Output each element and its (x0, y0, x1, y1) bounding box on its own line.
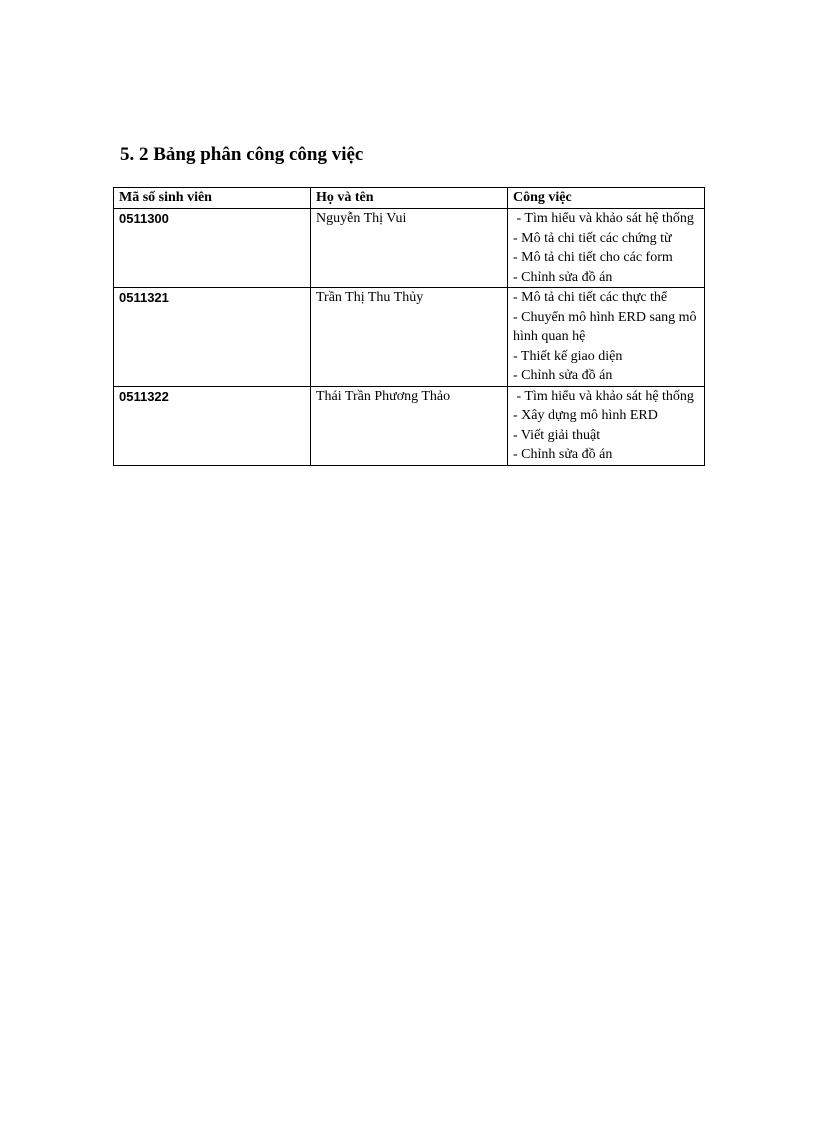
full-name-cell: Thái Trần Phương Thảo (311, 386, 508, 465)
student-id-cell: 0511321 (114, 288, 311, 387)
task-item: - Mô tả chi tiết các chứng từ (513, 230, 672, 246)
tasks-cell (508, 386, 705, 465)
table-header-row (114, 188, 705, 209)
task-item: - Chỉnh sửa đồ án (513, 368, 613, 383)
section-title: 5. 2 Bảng phân công công việc (120, 144, 364, 165)
header-tasks: Công việc (508, 188, 705, 209)
table-row (114, 288, 705, 387)
table-row (114, 386, 705, 465)
task-item: - Viết giải thuật (513, 427, 601, 443)
task-item: - Chuyển mô hình ERD sang mô hình quan hệ (513, 309, 701, 344)
student-id-cell: 0511300 (114, 209, 311, 288)
task-item: - Xây dựng mô hình ERD (513, 408, 658, 423)
student-id-cell: 0511322 (114, 386, 311, 465)
task-item: - Mô tả chi tiết các thực thể (513, 290, 668, 305)
full-name-cell: Nguyễn Thị Vui (311, 209, 508, 288)
task-item: - Mô tả chi tiết cho các form (513, 250, 673, 265)
tasks-cell (508, 288, 705, 387)
task-item: - Tìm hiểu và khảo sát hệ thống (513, 211, 694, 226)
task-assignment-table (113, 187, 705, 466)
full-name-cell: Trần Thị Thu Thủy (311, 288, 508, 387)
header-full-name: Họ và tên (311, 188, 508, 209)
task-item: - Chỉnh sửa đồ án (513, 447, 613, 462)
header-student-id: Mã số sinh viên (114, 188, 311, 209)
tasks-cell (508, 209, 705, 288)
task-item: - Thiết kế giao diện (513, 348, 623, 364)
task-item: - Tìm hiểu và khảo sát hệ thống (513, 388, 694, 404)
task-item: - Chỉnh sửa đồ án (513, 269, 613, 285)
table-row (114, 209, 705, 288)
